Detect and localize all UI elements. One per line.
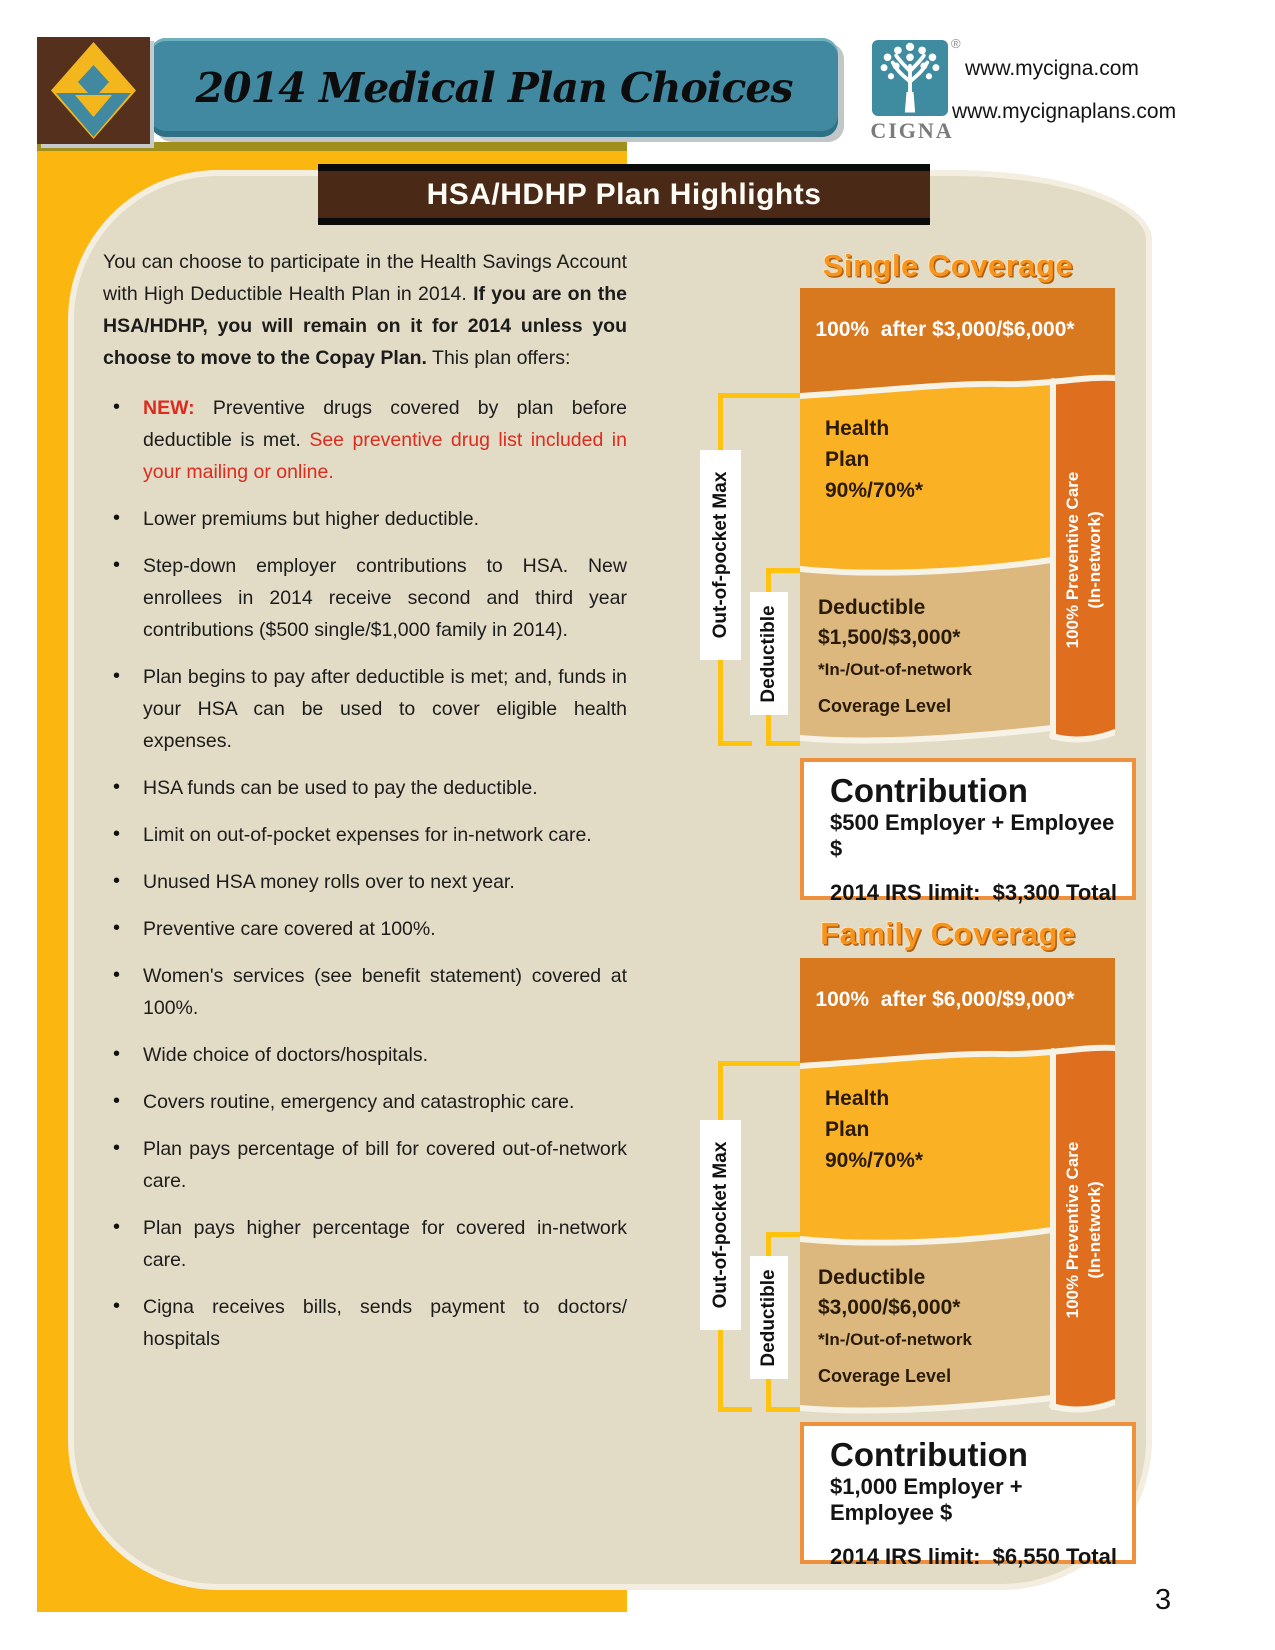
bullet-text: Step-down employer contributions to HSA. New enrollees in 2014 receive second and third year contributions ($500 single/$1,000 family in 2014). [143,555,627,641]
oop-bracket-arm-bottom [718,741,752,746]
contribution-employer-line: $500 Employer + Employee $ [830,810,1115,861]
list-item [103,1039,627,1071]
deductible-label: Deductible $1,500/$3,000* *In-/Out-of-network Coverage Level [818,596,972,716]
family-contribution-box [800,1422,1136,1569]
list-item [103,1133,627,1197]
bullet-text: Unused HSA money rolls over to next year. [143,871,515,893]
oop-bracket-arm-top [718,393,800,398]
section-banner [318,164,930,225]
bullet-text: Plan pays higher percentage for covered in-network care. [143,1217,627,1271]
family-coverage-diagram [800,958,1115,1418]
contribution-title: Contribution [830,1436,1028,1473]
oop-bracket-arm-top [718,1061,800,1066]
bullet-text: Preventive care covered at 100%. [143,918,436,940]
bullet-text: HSA funds can be used to pay the deductible. [143,777,538,799]
bullet-text: Plan pays percentage of bill for covered out-of-network care. [143,1138,627,1192]
deductible-bracket-label: Deductible [750,592,788,715]
bullet-text: Preventive drugs covered by plan before deductible is met. [143,397,627,451]
section-title: HSA/HDHP Plan Highlights [426,177,822,211]
list-item [103,503,627,535]
list-item [103,392,627,488]
company-logo [37,37,150,144]
bullet-text: Plan begins to pay after deductible is met; and, funds in your HSA can be used to cover eligible health expenses. [143,666,627,752]
oop-max-label: Out-of-pocket Max [700,450,741,660]
bullet-text: Limit on out-of-pocket expenses for in-network care. [143,824,592,846]
contribution-irs-line: 2014 IRS limit: $3,300 Total [830,880,1117,905]
deductible-bracket-label: Deductible [750,1256,788,1379]
page-header [150,38,838,137]
oop-band-label: 100% after $6,000/$9,000* [815,988,1075,1011]
list-item [103,1291,627,1355]
single-coverage-diagram [800,288,1115,748]
list-item [103,866,627,898]
single-contribution-box [800,758,1136,905]
bullet-text: Lower premiums but higher deductible. [143,508,480,530]
health-plan-label: Health Plan 90%/70%* [825,417,924,502]
registered-mark: ® [951,36,961,51]
bullet-lead: NEW: [143,397,195,419]
contribution-title: Contribution [830,772,1028,809]
intro-text: You can choose to participate in the Health Savings Account with High Deductible Health Plan in 2014. [103,251,627,305]
bullet-text: Women's services (see benefit statement) covered at 100%. [143,965,627,1019]
page-title: 2014 Medical Plan Choices [195,63,793,112]
intro-bold-text: If you are on the HSA/HDHP, you will remain on it for 2014 unless you choose to move to the Copay Plan. [103,283,627,369]
contribution-employer-line: $1,000 Employer + Employee $ [830,1474,1023,1525]
single-coverage-title: Single Coverage [822,248,1074,283]
bullet-text: Cigna receives bills, sends payment to doctors/ hospitals [143,1296,627,1350]
list-item [103,1212,627,1276]
plan-description [103,246,627,1370]
list-item [103,819,627,851]
list-item [103,550,627,646]
list-item [103,960,627,1024]
oop-max-label: Out-of-pocket Max [700,1120,741,1330]
bullet-red-text: See preventive drug list included in your mailing or online. [143,429,627,483]
list-item [103,661,627,757]
list-item [103,1086,627,1118]
deductible-bracket-arm-bottom [766,741,800,746]
oop-band-label: 100% after $3,000/$6,000* [815,318,1075,341]
bullet-text: Covers routine, emergency and catastrophic care. [143,1091,575,1113]
family-coverage-title: Family Coverage [820,916,1076,951]
health-plan-label: Health Plan 90%/70%* [825,1087,924,1172]
page-number: 3 [1155,1584,1172,1616]
plan-bullet-list [103,392,627,1355]
cigna-wordmark: CIGNA [870,118,954,143]
list-item [103,772,627,804]
url-mycigna: www.mycigna.com [965,57,1139,80]
list-item [103,913,627,945]
deductible-label: Deductible $3,000/$6,000* *In-/Out-of-network Coverage Level [818,1266,972,1386]
contribution-irs-line: 2014 IRS limit: $6,550 Total [830,1544,1117,1569]
oop-bracket-arm-bottom [718,1407,752,1412]
preventive-care-bar-label: 100% Preventive Care (In-network) [1062,471,1104,648]
cigna-tree-icon [872,40,948,116]
deductible-bracket-arm-bottom [766,1407,800,1412]
preventive-care-bar-label: 100% Preventive Care (In-network) [1062,1141,1104,1318]
cigna-logo [872,40,948,116]
intro-text-end: This plan offers: [426,347,571,369]
intro-paragraph [103,246,627,374]
url-mycignaplans: www.mycignaplans.com [952,100,1177,123]
deductible-bracket-arm-top [766,1232,800,1237]
bullet-text: Wide choice of doctors/hospitals. [143,1044,429,1066]
deductible-bracket-arm-top [766,568,800,573]
